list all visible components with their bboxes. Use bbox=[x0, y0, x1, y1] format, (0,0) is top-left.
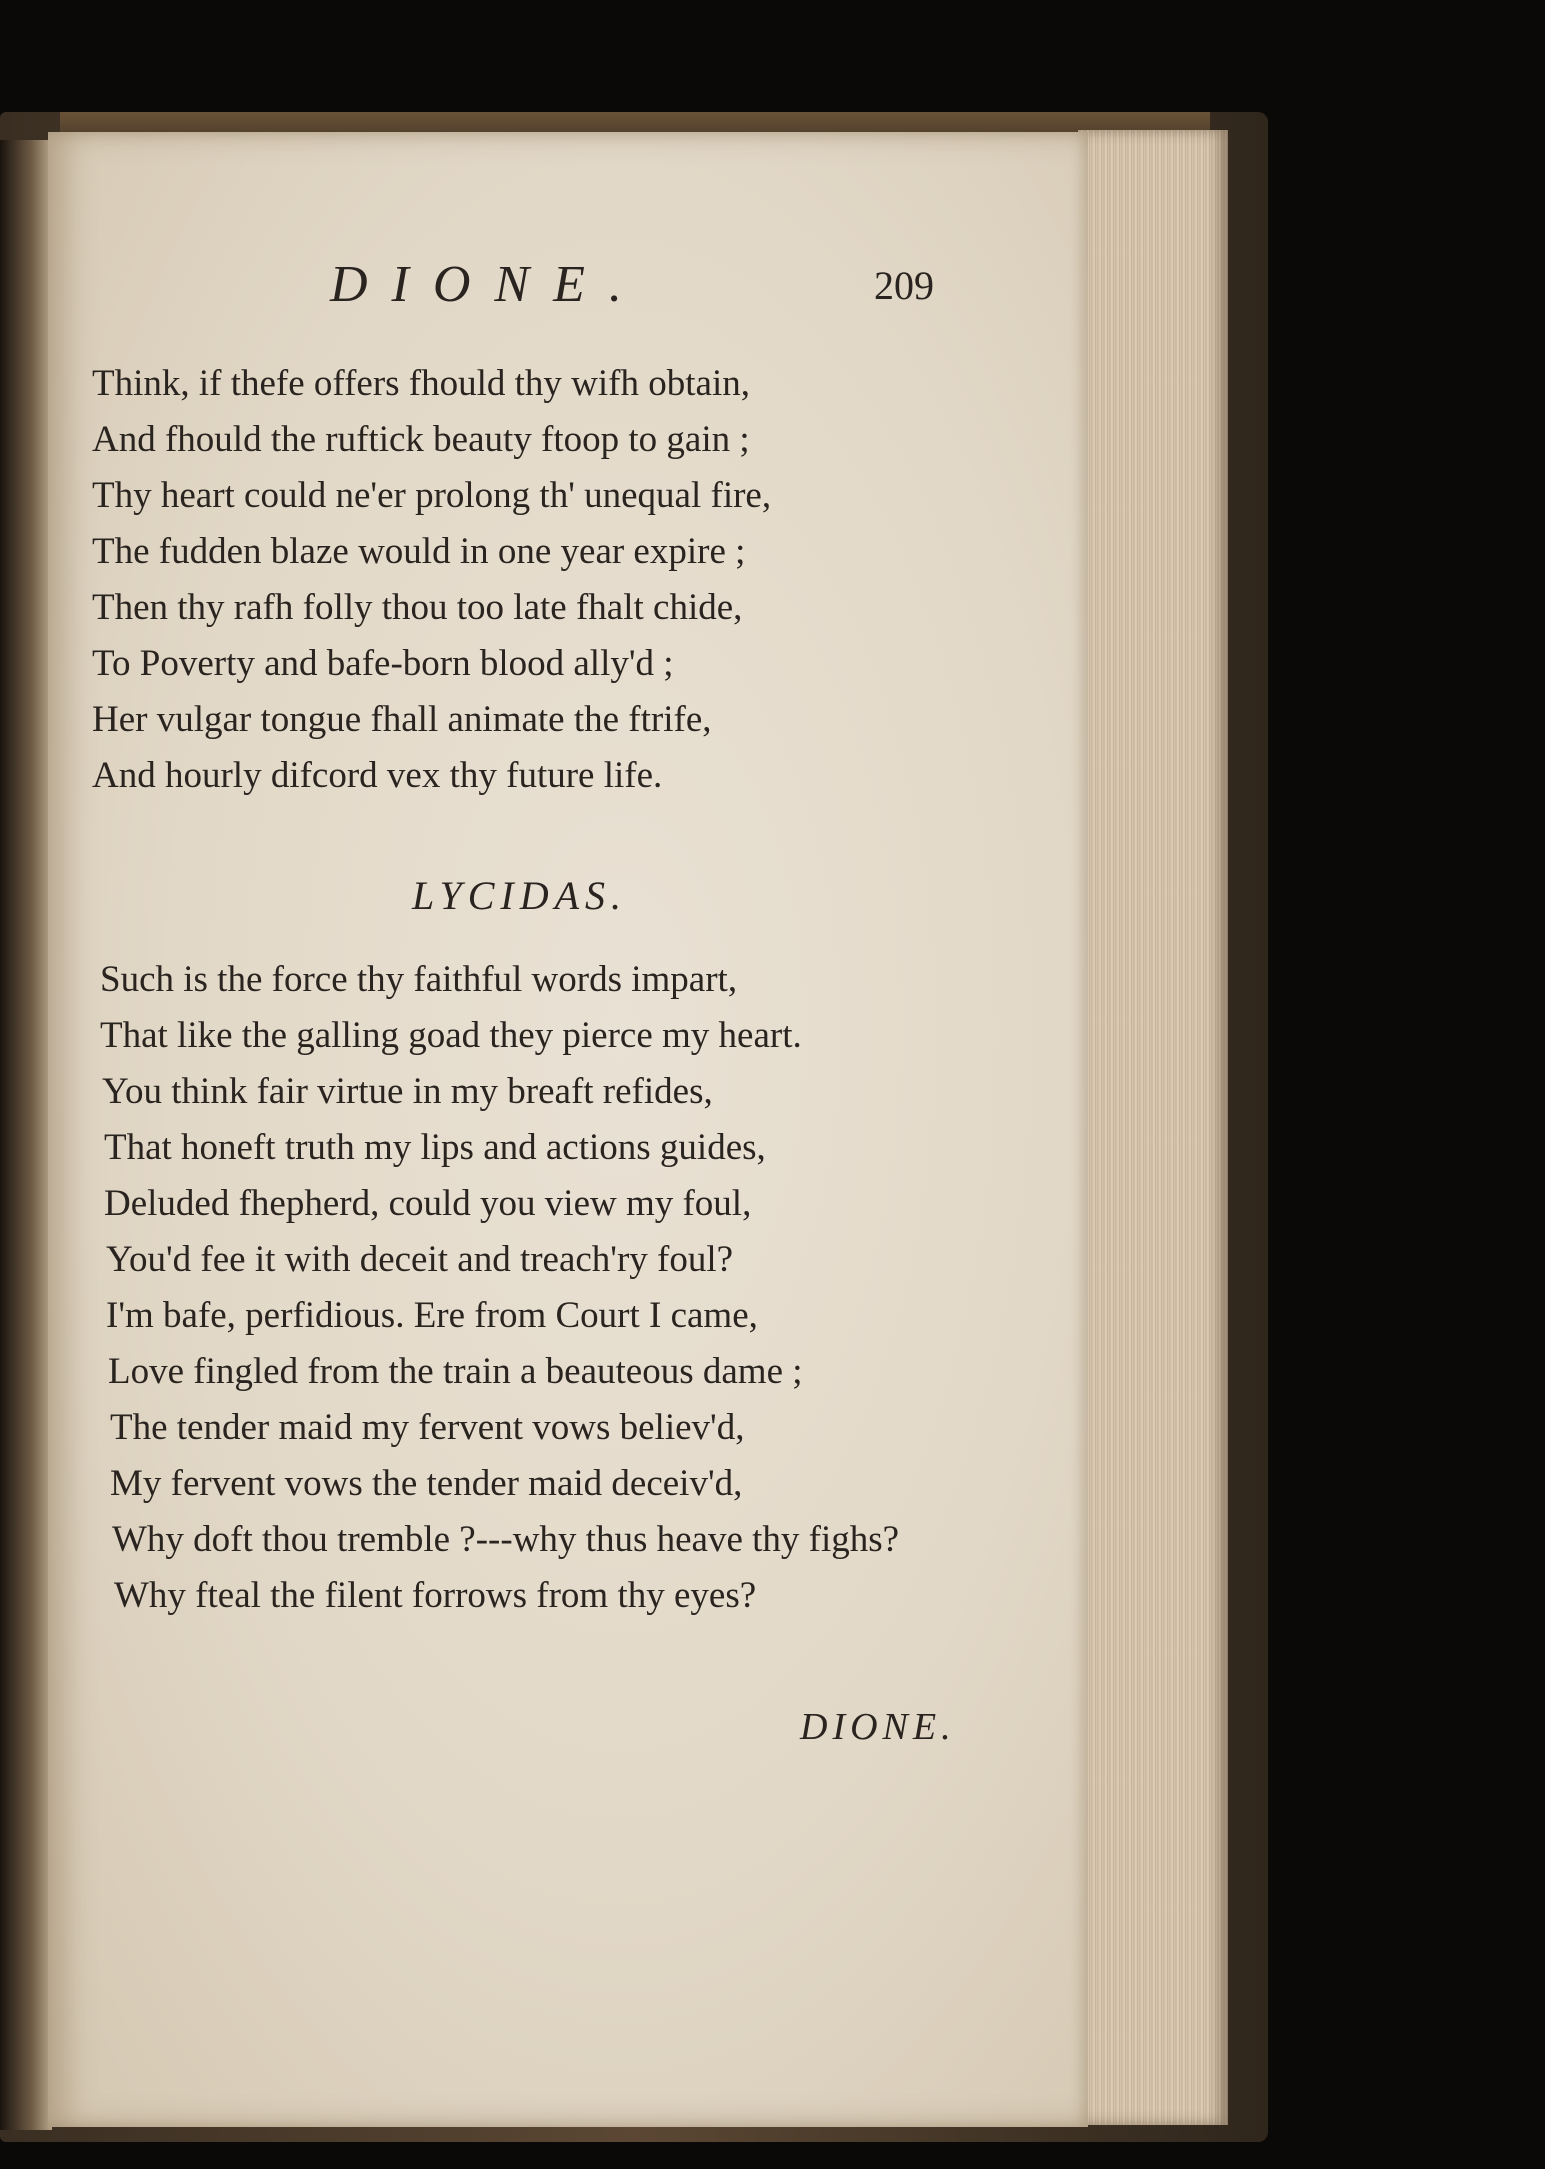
running-title: DIONE. bbox=[330, 256, 646, 313]
verse-line: To Poverty and bafe-born blood ally'd ; bbox=[92, 643, 674, 684]
verse-line: Love fingled from the train a beauteous dame ; bbox=[108, 1351, 803, 1392]
verse-line: That like the galling goad they pierce my heart. bbox=[100, 1015, 802, 1056]
catchword: DIONE. bbox=[800, 1706, 956, 1748]
verse-line: And fhould the ruftick beauty ftoop to gain ; bbox=[92, 419, 750, 460]
verse-line: Deluded fhepherd, could you view my foul, bbox=[104, 1183, 752, 1224]
verse-line: That honeft truth my lips and actions guides, bbox=[104, 1127, 766, 1168]
verse-line: Then thy rafh folly thou too late fhalt chide, bbox=[92, 587, 743, 628]
verse-line: Thy heart could ne'er prolong th' unequal fire, bbox=[92, 475, 772, 516]
verse-line: My fervent vows the tender maid deceiv'd, bbox=[110, 1463, 743, 1504]
verse-line: Why doft thou tremble ?---why thus heave thy fighs? bbox=[112, 1519, 900, 1560]
verse-line: Why fteal the filent forrows from thy eyes? bbox=[114, 1575, 757, 1616]
verse-line: I'm bafe, perfidious. Ere from Court I came, bbox=[106, 1295, 758, 1336]
verse-line: Her vulgar tongue fhall animate the ftrife, bbox=[92, 699, 712, 740]
verse-line: The tender maid my fervent vows believ'd, bbox=[110, 1407, 745, 1448]
facing-page-edge bbox=[0, 140, 52, 2130]
page-block-edge bbox=[1078, 130, 1228, 2125]
verse-line: Think, if thefe offers fhould thy wifh obtain, bbox=[92, 363, 750, 404]
verse-line: The fudden blaze would in one year expire ; bbox=[92, 531, 746, 572]
page-number: 209 bbox=[874, 263, 934, 308]
verse-line: You think fair virtue in my breaft refides, bbox=[102, 1071, 713, 1112]
speaker-heading: LYCIDAS. bbox=[412, 873, 628, 918]
verse-line: You'd fee it with deceit and treach'ry foul? bbox=[106, 1239, 734, 1280]
verse-line: Such is the force thy faithful words impart, bbox=[100, 959, 738, 1000]
verse-line: And hourly difcord vex thy future life. bbox=[92, 755, 663, 796]
